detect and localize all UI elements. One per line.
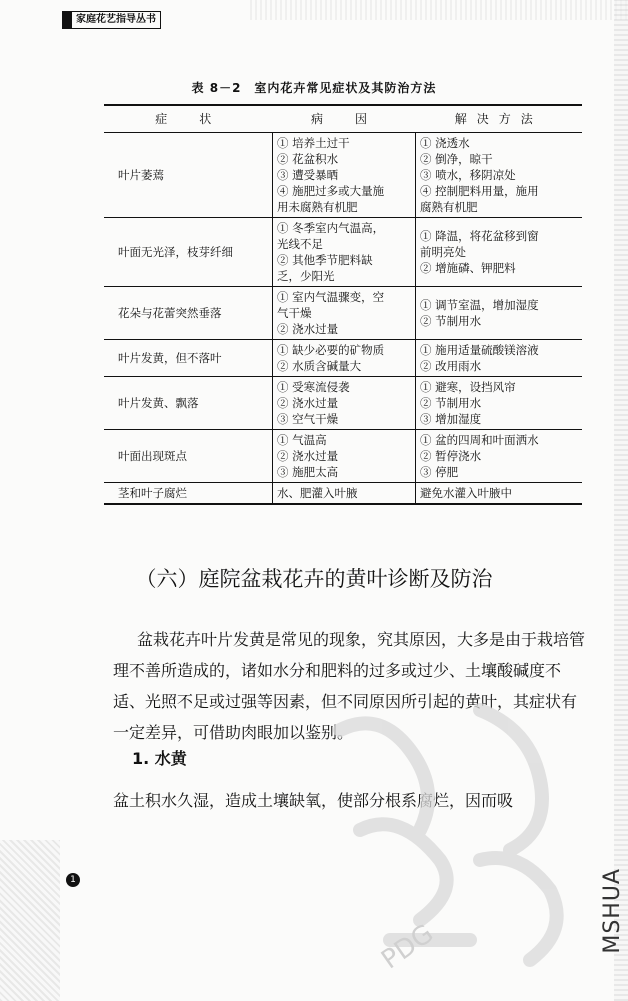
solution-line: ① 施用适量硫酸镁溶液 bbox=[420, 343, 539, 357]
paragraph-intro: 盆栽花卉叶片发黄是常见的现象，究其原因，大多是由于栽培管理不善所造成的，诸如水分和肥料的过多或过少、土壤酸碱度不适、光照不足或过强等因素，但不同原因所引起的黄叶，其症状有一定差异，可借助肉眼加以鉴别。 bbox=[113, 630, 586, 742]
solution-line: ② 节制用水 bbox=[420, 314, 482, 328]
scan-noise-bottom-left bbox=[0, 840, 60, 1001]
col-header-solution: 解决方法 bbox=[416, 105, 583, 133]
solution-line: 腐熟有机肥 bbox=[420, 200, 478, 214]
solution-line: ① 降温，将花盆移到窗 bbox=[420, 229, 539, 243]
solution-line: ② 倒净，晾干 bbox=[420, 152, 493, 166]
solution-cell bbox=[416, 340, 583, 377]
cause-line: ③ 施肥太高 bbox=[277, 465, 339, 479]
cause-line: ① 缺少必要的矿物质 bbox=[277, 343, 385, 357]
cause-line: 水、肥灌入叶腋 bbox=[277, 486, 358, 500]
table-row bbox=[104, 133, 582, 218]
solution-cell bbox=[416, 377, 583, 430]
cause-line: ③ 遭受暴晒 bbox=[277, 168, 339, 182]
solution-line: ① 避寒，设挡风帘 bbox=[420, 380, 516, 394]
table-row bbox=[104, 340, 582, 377]
solution-line: ① 调节室温，增加湿度 bbox=[420, 298, 539, 312]
solution-line: ② 暂停浇水 bbox=[420, 449, 482, 463]
col-header-cause: 病 因 bbox=[273, 105, 416, 133]
cause-line: ① 气温高 bbox=[277, 433, 327, 447]
section-heading: （六）庭院盆栽花卉的黄叶诊断及防治 bbox=[135, 567, 493, 591]
header-block-icon bbox=[62, 11, 72, 29]
solution-line: ② 节制用水 bbox=[420, 396, 482, 410]
solution-line: 前明亮处 bbox=[420, 245, 466, 259]
running-header bbox=[62, 11, 161, 29]
solution-line: ② 改用雨水 bbox=[420, 359, 482, 373]
solution-cell bbox=[416, 483, 583, 505]
solution-line: ① 盆的四周和叶面洒水 bbox=[420, 433, 539, 447]
scan-noise-top bbox=[250, 0, 628, 20]
table-row bbox=[104, 287, 582, 340]
header-series-title: 家庭花艺指导丛书 bbox=[72, 11, 161, 29]
cause-cell bbox=[273, 287, 416, 340]
watermark-text: MSHUA bbox=[600, 868, 625, 954]
solution-line: ③ 喷水，移阴凉处 bbox=[420, 168, 516, 182]
solution-line: ④ 控制肥料用量，施用 bbox=[420, 184, 539, 198]
solution-line: 避免水灌入叶腋中 bbox=[420, 486, 512, 500]
cause-line: ③ 空气干燥 bbox=[277, 412, 339, 426]
symptom-cell: 叶面出现斑点 bbox=[104, 430, 273, 483]
cause-line: 乏，少阳光 bbox=[277, 269, 335, 283]
paragraph-water-yellow: 盆土积水久湿，造成土壤缺氧，使部分根系腐烂，因而吸 bbox=[113, 791, 514, 810]
table-row bbox=[104, 218, 582, 287]
solution-line: ② 增施磷、钾肥料 bbox=[420, 261, 516, 275]
solution-cell bbox=[416, 430, 583, 483]
solution-line: ③ 增加湿度 bbox=[420, 412, 482, 426]
cause-line: ① 受寒流侵袭 bbox=[277, 380, 350, 394]
cause-line: ④ 施肥过多或大量施 bbox=[277, 184, 385, 198]
cause-line: ② 浇水过量 bbox=[277, 449, 339, 463]
cause-cell bbox=[273, 483, 416, 505]
cause-line: 用未腐熟有机肥 bbox=[277, 200, 358, 214]
table-header-row bbox=[104, 105, 582, 133]
cause-line: ② 浇水过量 bbox=[277, 322, 339, 336]
symptom-table bbox=[104, 104, 582, 505]
table-row bbox=[104, 430, 582, 483]
cause-cell bbox=[273, 218, 416, 287]
cause-cell bbox=[273, 377, 416, 430]
table-row bbox=[104, 377, 582, 430]
cause-line: ① 室内气温骤变，空 bbox=[277, 290, 385, 304]
symptom-cell: 叶片发黄，但不落叶 bbox=[104, 340, 273, 377]
page-number: 1 bbox=[66, 873, 80, 887]
symptom-cell: 茎和叶子腐烂 bbox=[104, 483, 273, 505]
col-header-symptom: 症 状 bbox=[104, 105, 273, 133]
symptom-cell: 叶片发黄、飘落 bbox=[104, 377, 273, 430]
cause-line: ① 培养土过干 bbox=[277, 136, 350, 150]
cause-cell bbox=[273, 430, 416, 483]
seal-pdg-text: PDG bbox=[376, 918, 440, 976]
cause-line: 光线不足 bbox=[277, 237, 323, 251]
solution-cell bbox=[416, 218, 583, 287]
table-row bbox=[104, 483, 582, 505]
solution-line: ① 浇透水 bbox=[420, 136, 470, 150]
solution-cell bbox=[416, 133, 583, 218]
cause-line: 气干燥 bbox=[277, 306, 312, 320]
scan-noise-right bbox=[614, 0, 628, 1001]
cause-line: ② 浇水过量 bbox=[277, 396, 339, 410]
symptom-cell: 叶面无光泽，枝芽纤细 bbox=[104, 218, 273, 287]
symptom-cell: 花朵与花蕾突然垂落 bbox=[104, 287, 273, 340]
table-title: 表 8－2 室内花卉常见症状及其防治方法 bbox=[191, 81, 437, 95]
cause-cell bbox=[273, 133, 416, 218]
subheading-water-yellow: 1. 水黄 bbox=[132, 749, 187, 768]
library-seal-stamp bbox=[300, 690, 600, 990]
solution-line: ③ 停肥 bbox=[420, 465, 459, 479]
symptom-cell: 叶片萎蔫 bbox=[104, 133, 273, 218]
solution-cell bbox=[416, 287, 583, 340]
cause-cell bbox=[273, 340, 416, 377]
cause-line: ② 其他季节肥料缺 bbox=[277, 253, 373, 267]
cause-line: ② 水质含碱量大 bbox=[277, 359, 362, 373]
cause-line: ② 花盆积水 bbox=[277, 152, 339, 166]
cause-line: ① 冬季室内气温高， bbox=[277, 221, 385, 235]
